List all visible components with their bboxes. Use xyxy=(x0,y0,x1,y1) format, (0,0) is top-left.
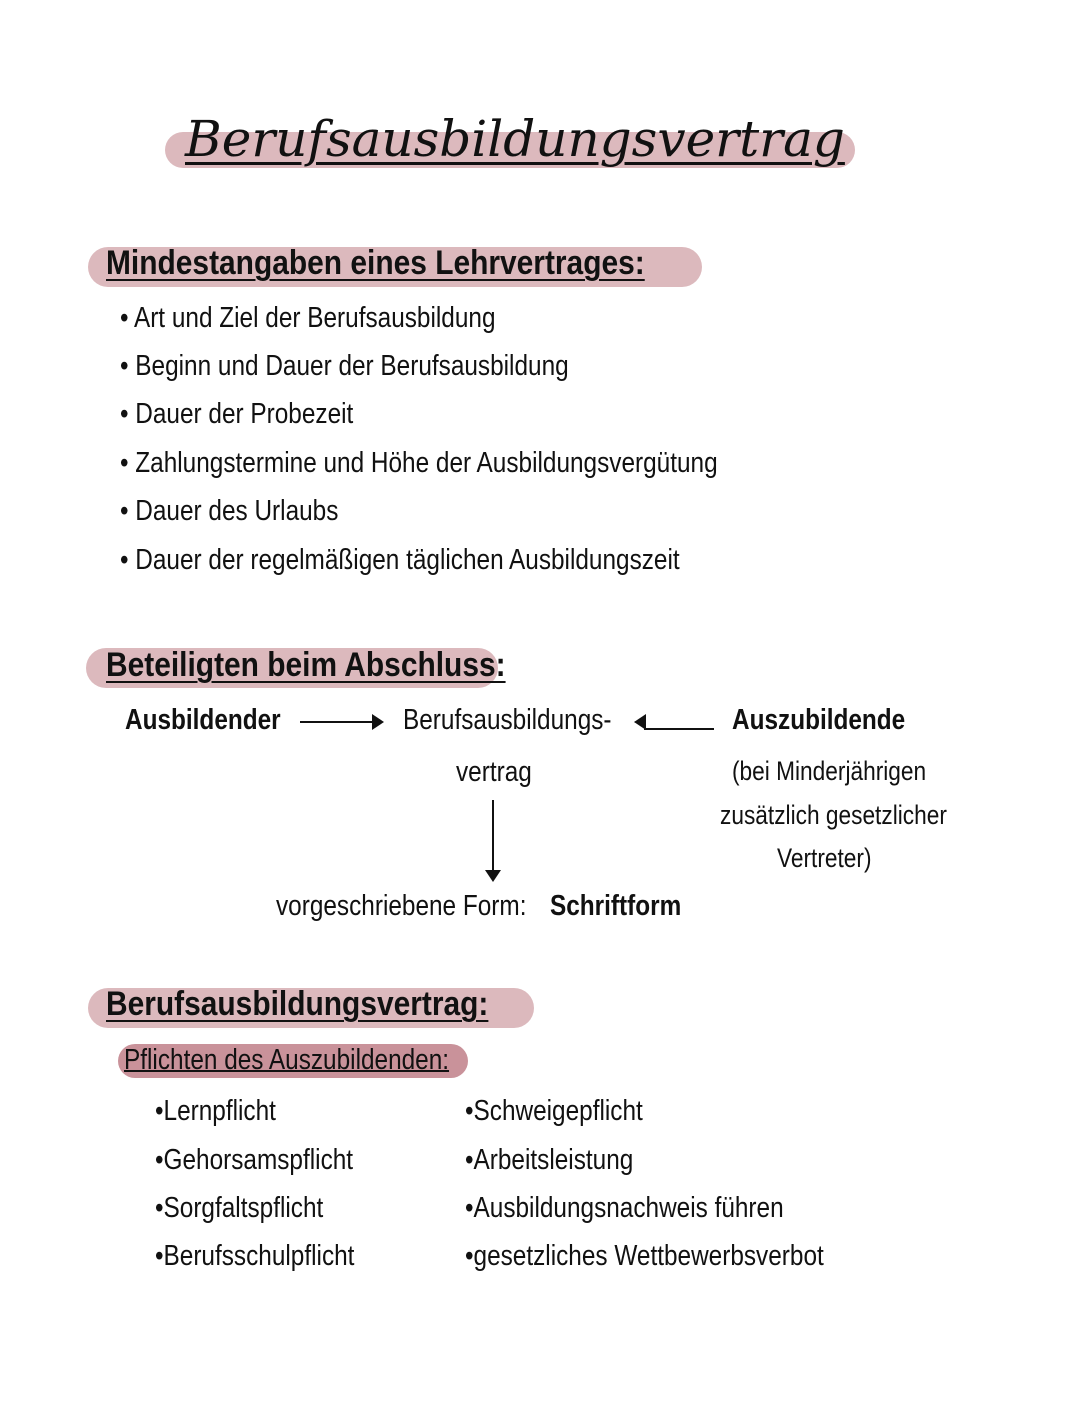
list-item: • Dauer der Probezeit xyxy=(120,398,354,430)
list-item: •Schweigepflicht xyxy=(465,1095,643,1127)
list-item: •Gehorsamspflicht xyxy=(155,1144,354,1176)
list-item: •Lernpflicht xyxy=(155,1095,276,1127)
list-item: • Zahlungstermine und Höhe der Ausbildungsvergütung xyxy=(120,447,718,479)
list-item: • Dauer der regelmäßigen täglichen Ausbildungszeit xyxy=(120,544,680,576)
contract-label-line1: Berufsausbildungs- xyxy=(403,704,612,736)
right-party-note: (bei Minderjährigen xyxy=(732,756,927,786)
list-item: • Art und Ziel der Berufsausbildung xyxy=(120,302,496,334)
section2-heading: Beteiligten beim Abschluss: xyxy=(106,646,506,684)
form-value: Schriftform xyxy=(550,890,682,922)
arrow-down-icon xyxy=(492,800,494,872)
list-item: •Arbeitsleistung xyxy=(465,1144,634,1176)
list-item: • Beginn und Dauer der Berufsausbildung xyxy=(120,350,569,382)
list-item: •gesetzliches Wettbewerbsverbot xyxy=(465,1240,824,1272)
form-label: vorgeschriebene Form: xyxy=(276,890,527,922)
right-party-note: Vertreter) xyxy=(777,843,872,873)
list-item: • Dauer des Urlaubs xyxy=(120,495,339,527)
section1-heading: Mindestangaben eines Lehrvertrages: xyxy=(106,244,645,282)
arrowhead-right-icon xyxy=(372,714,384,730)
arrow-right-icon xyxy=(300,721,378,723)
left-party-label: Ausbildender xyxy=(125,704,281,736)
right-party-note: zusätzlich gesetzlicher xyxy=(720,800,947,830)
contract-label-line2: vertrag xyxy=(456,756,532,788)
list-item: •Sorgfaltspflicht xyxy=(155,1192,324,1224)
section3-subheading: Pflichten des Auszubildenden: xyxy=(124,1044,450,1076)
list-item: •Ausbildungsnachweis führen xyxy=(465,1192,784,1224)
section3-heading: Berufsausbildungsvertrag: xyxy=(106,985,489,1023)
page-title: Berufsausbildungsvertrag xyxy=(185,110,845,168)
list-item: •Berufsschulpflicht xyxy=(155,1240,355,1272)
arrowhead-down-icon xyxy=(485,870,501,882)
arrow-left-icon xyxy=(644,728,714,730)
right-party-label: Auszubildende xyxy=(732,704,906,736)
